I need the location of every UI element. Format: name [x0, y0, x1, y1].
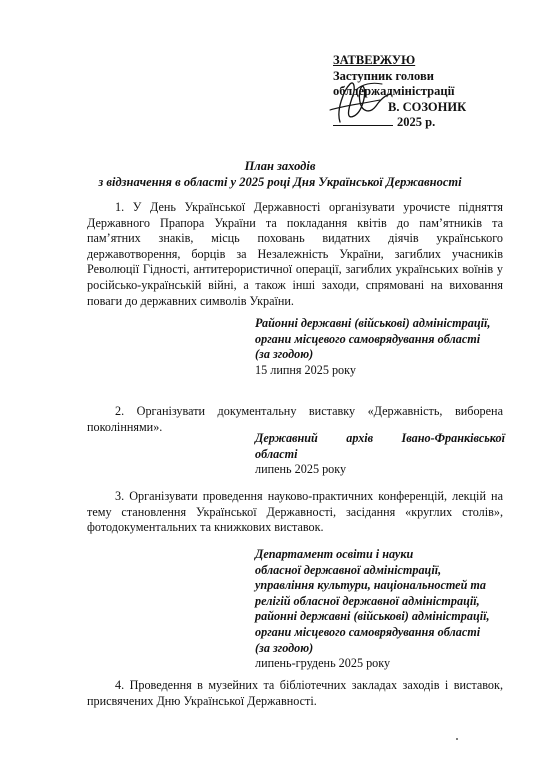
- plan-item-2-term: липень 2025 року: [255, 462, 347, 477]
- plan-item-2-responsible: [255, 431, 505, 478]
- responsible-line: управління культури, національностей та: [255, 578, 486, 593]
- plan-item-1-text: [87, 200, 503, 309]
- responsible-line: релігій обласної державної адміністрації,: [255, 593, 480, 608]
- plan-item-4-text: [87, 678, 503, 709]
- responsible-line: обласної державної адміністрації,: [255, 562, 442, 577]
- approval-name: В. СОЗОНИК: [388, 99, 467, 114]
- responsible-line: органи місцевого самоврядування області: [255, 331, 481, 346]
- plan-item-1-term: 15 липня 2025 року: [255, 362, 356, 377]
- signature-image: [310, 70, 400, 130]
- plan-item-2-body: 2. Організувати документальну виставку «Державність, виборена поколіннями».: [87, 404, 503, 434]
- responsible-line: Департамент освіти і науки: [255, 547, 414, 561]
- approval-heading: ЗАТВЕРЖУЮ: [333, 53, 416, 67]
- plan-item-1-body: 1. У День Української Державності організувати урочисте підняття Державного Прапора України та покладання квітів до пам’ятників та пам’ятних знаків, місць поховань видатних діячів українського державотворення, борців за Незалежність України, загиблих учасників Революції Гідності, антитерористичної операції, загиблих українських воїнів у російсько-українській війні, а також інші заходи, спрямовані на виховання поваги до державних символів України.: [87, 200, 503, 308]
- plan-item-1-responsible: [255, 316, 505, 378]
- responsible-line: органи місцевого самоврядування області: [255, 624, 481, 639]
- plan-item-4-body: 4. Проведення в музейних та бібліотечних закладах заходів і виставок, присвячених Дню Української Державності.: [87, 678, 503, 708]
- plan-subtitle: з відзначення в області у 2025 році Дня Української Державності: [98, 175, 462, 189]
- responsible-line: області: [255, 446, 298, 461]
- responsible-line: Державний архів Івано-Франківської: [255, 431, 505, 445]
- approval-position-line2: облдержадміністрації: [333, 84, 455, 98]
- approval-date-suffix: 2025 р.: [397, 115, 436, 129]
- responsible-line: (за згодою): [255, 347, 314, 362]
- plan-item-3-responsible: [255, 547, 505, 672]
- responsible-line: районні державні (військові) адміністрації,: [255, 609, 490, 624]
- scan-speck: [456, 738, 458, 740]
- responsible-line: Районні державні (військові) адміністрації,: [255, 316, 491, 330]
- plan-title: План заходів: [244, 159, 316, 173]
- plan-item-3-body: 3. Організувати проведення науково-практичних конференцій, лекцій на тему становлення Української Державності, засідання «круглих столів», фотодокументальних та книжкових виставок.: [87, 489, 503, 535]
- approval-position-line1: Заступник голови: [333, 68, 434, 83]
- plan-item-3-text: [87, 489, 503, 536]
- responsible-line: (за згодою): [255, 640, 314, 655]
- plan-item-3-term: липень-грудень 2025 року: [255, 656, 391, 671]
